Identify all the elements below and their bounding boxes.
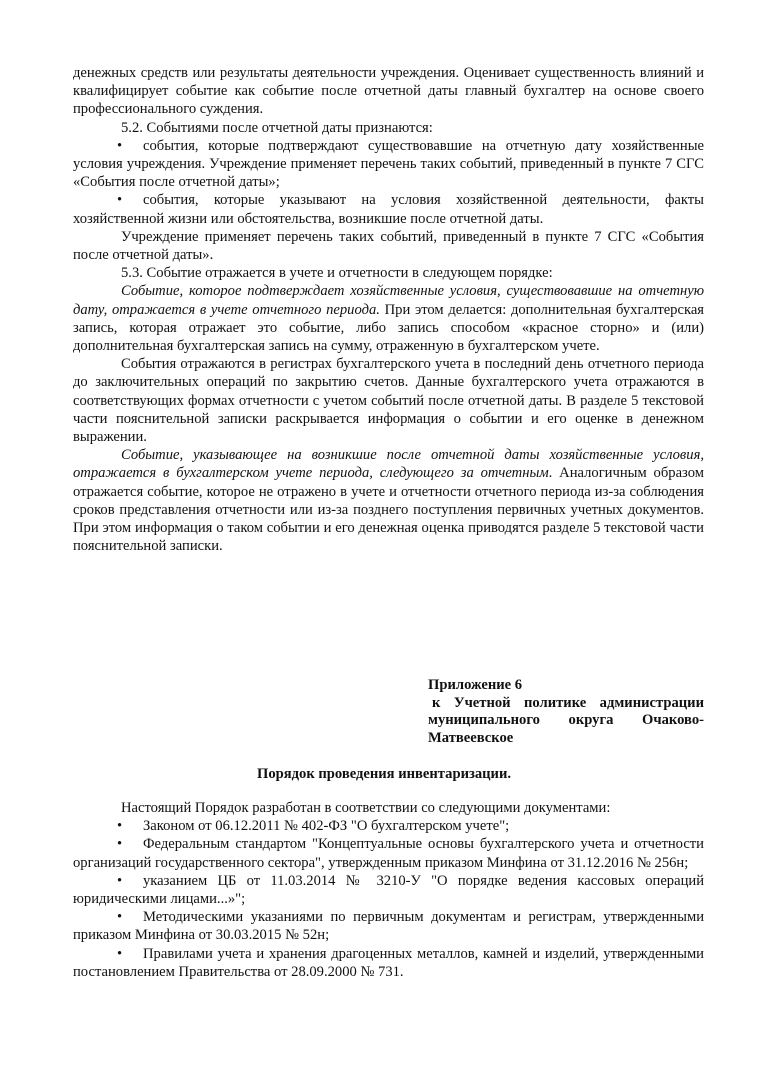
nonadjusting-event-rest: . Аналогичным образом отражается событие, которое не отражено в учете и отчетности отчетного периода из-за соблюдения сроков представления отчетности или из-за позднего поступления первичных учетных документов. При этом информация о таком событии и его денежная оценка приводятся разделе 5 текстовой части пояснительной записки. [73, 465, 704, 555]
paragraph-list-reference: Учреждение применяет перечень таких событий, приведенный в пункте 7 СГС «События после отчетной даты». [73, 228, 704, 264]
list-item-text: Федеральным стандартом "Концептуальные основы бухгалтерского учета и отчетности организаций государственного сектора", утвержденным приказом Минфина от 31.12.2016 № 256н; [73, 836, 704, 871]
list-item-text: указанием ЦБ от 11.03.2014 № 3210-У "О порядке ведения кассовых операций юридическими лицами...»"; [73, 872, 704, 908]
bullet-icon: • [117, 192, 123, 209]
bullet-icon: • [117, 836, 123, 853]
nonadjusting-event-italic: Событие, указывающее на возникшие после отчетной даты хозяйственные условия, отражается в бухгалтерском учете периода, следующего за отчетным [73, 447, 704, 482]
bullet-item-1-text: события, которые подтверждают существовавшие на отчетную дату хозяйственные условия учреждения. Учреждение применяет перечень таких событий, приведенный в пункте 7 СГС «События после отчетной даты»; [73, 137, 704, 191]
inventory-intro: Настоящий Порядок разработан в соответствии со следующими документами: [121, 800, 611, 816]
bullet-item-1 [73, 137, 704, 192]
list-item [73, 945, 704, 981]
bullet-icon: • [117, 818, 123, 835]
appendix-caption: к Учетной политике администрации муниципального округа Очаково-Матвеевское [428, 694, 704, 746]
paragraph-nonadjusting-event [73, 446, 704, 555]
appendix-header [428, 677, 704, 747]
bullet-icon: • [117, 137, 123, 154]
list-item-text: Правилами учета и хранения драгоценных металлов, камней и изделий, утвержденными постановлением Правительства от 28.09.2000 № 731. [73, 945, 704, 980]
paragraph-5-3: 5.3. Событие отражается в учете и отчетности в следующем порядке: [121, 265, 553, 282]
list-item [73, 908, 704, 944]
paragraph-registers: События отражаются в регистрах бухгалтерского учета в последний день отчетного периода до заключительных операций по закрытию счетов. Данные бухгалтерского учета отражаются в соответствующих формах отчетности с учетом событий после отчетной даты. В разделе 5 текстовой части пояснительной записки раскрывается информация о событии и его оценке в денежном выражении. [73, 356, 704, 446]
paragraph-continuation: денежных средств или результаты деятельности учреждения. Оценивает существенность влияний и квалифицирует событие как событие после отчетной даты главный бухгалтер на основе своего профессионального суждения. [73, 65, 704, 118]
bullet-item-2-text: события, которые указывают на условия хозяйственной деятельности, факты хозяйственной жизни или обстоятельства, возникшие после отчетной даты. [73, 192, 704, 227]
paragraph-5-2: 5.2. Событиями после отчетной даты признаются: [121, 119, 433, 136]
bullet-icon: • [117, 945, 123, 962]
list-item-text: Законом от 06.12.2011 № 402-ФЗ "О бухгалтерском учете"; [143, 818, 510, 835]
paragraph-adjusting-event [73, 282, 704, 355]
list-item [73, 835, 704, 871]
section-5-text [73, 64, 704, 555]
section-title: Порядок проведения инвентаризации. [256, 766, 512, 782]
bullet-item-2 [73, 191, 704, 227]
list-item [73, 817, 704, 835]
list-item-text: Методическими указаниями по первичным документам и регистрам, утвержденными приказом Минфина от 30.03.2015 № 52н; [73, 909, 704, 944]
appendix-number: Приложение 6 [428, 677, 523, 693]
adjusting-event-rest: При этом делается: дополнительная бухгалтерская запись, которая отражает это событие, либо запись способом «красное сторно» и (или) дополнительная бухгалтерская запись на сумму, отраженную в бухгалтерском учете. [73, 301, 705, 355]
list-item [73, 872, 704, 908]
adjusting-event-italic: Событие, которое подтверждает хозяйственные условия, существовавшие на отчетную дату, отражается в учете отчетного периода. [73, 283, 704, 318]
bullet-icon: • [117, 909, 123, 926]
bullet-icon: • [117, 872, 123, 889]
inventory-sources [73, 799, 704, 981]
